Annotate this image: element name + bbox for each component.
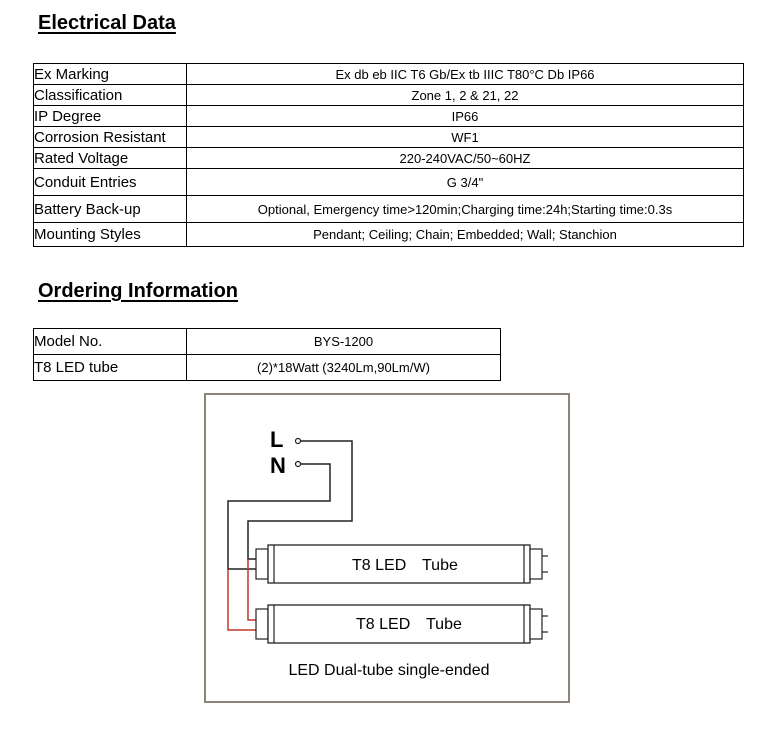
corrosion-resistant-value: WF1 <box>187 127 744 148</box>
tube-2-right-socket <box>530 609 542 639</box>
classification-value: Zone 1, 2 & 21, 22 <box>187 85 744 106</box>
table-row <box>34 196 744 223</box>
tube-2-label: T8 LED <box>356 616 411 633</box>
terminal-l-dot <box>296 439 301 444</box>
model-no-label: Model No. <box>34 329 187 355</box>
model-no-value: BYS-1200 <box>187 329 501 355</box>
table-row <box>34 64 744 85</box>
tube-2 <box>256 605 548 643</box>
rated-voltage-label: Rated Voltage <box>34 148 187 169</box>
conduit-entries-label: Conduit Entries <box>34 169 187 196</box>
table-row <box>34 148 744 169</box>
tube-2-left-socket <box>256 609 268 639</box>
table-row <box>34 355 501 381</box>
t8-led-tube-label: T8 LED tube <box>34 355 187 381</box>
ordering-information-heading: Ordering Information <box>38 280 238 302</box>
ip-degree-label: IP Degree <box>34 106 187 127</box>
electrical-data-heading: Electrical Data <box>38 12 176 34</box>
table-row <box>34 106 744 127</box>
ordering-information-table <box>33 328 501 381</box>
wiring-diagram-svg <box>206 395 568 701</box>
rated-voltage-value: 220-240VAC/50~60HZ <box>187 148 744 169</box>
table-row <box>34 223 744 247</box>
wiring-diagram <box>204 393 570 703</box>
table-row <box>34 169 744 196</box>
electrical-data-table <box>33 63 744 247</box>
ip-degree-value: IP66 <box>187 106 744 127</box>
classification-label: Classification <box>34 85 187 106</box>
tube-1-right-socket <box>530 549 542 579</box>
terminal-l-label: L <box>270 427 284 452</box>
terminal-n-label: N <box>270 453 286 478</box>
tube-1-label: T8 LED <box>352 557 407 574</box>
table-row <box>34 329 501 355</box>
table-row <box>34 127 744 148</box>
tube-1-left-socket <box>256 549 268 579</box>
ex-marking-value: Ex db eb IIC T6 Gb/Ex tb IIIC T80°C Db IP66 <box>187 64 744 85</box>
battery-backup-label: Battery Back-up <box>34 196 187 223</box>
mounting-styles-value: Pendant; Ceiling; Chain; Embedded; Wall; Stanchion <box>187 223 744 247</box>
t8-led-tube-value: (2)*18Watt (3240Lm,90Lm/W) <box>187 355 501 381</box>
diagram-caption: LED Dual-tube single-ended <box>288 662 490 679</box>
ex-marking-label: Ex Marking <box>34 64 187 85</box>
table-row <box>34 85 744 106</box>
mounting-styles-label: Mounting Styles <box>34 223 187 247</box>
tube-2-suffix: Tube <box>426 616 462 633</box>
battery-backup-value: Optional, Emergency time>120min;Charging time:24h;Starting time:0.3s <box>187 196 744 223</box>
terminal-n-dot <box>296 462 301 467</box>
corrosion-resistant-label: Corrosion Resistant <box>34 127 187 148</box>
wire-l <box>248 441 352 559</box>
conduit-entries-value: G 3/4" <box>187 169 744 196</box>
tube-1 <box>256 545 548 583</box>
tube-1-suffix: Tube <box>422 557 458 574</box>
